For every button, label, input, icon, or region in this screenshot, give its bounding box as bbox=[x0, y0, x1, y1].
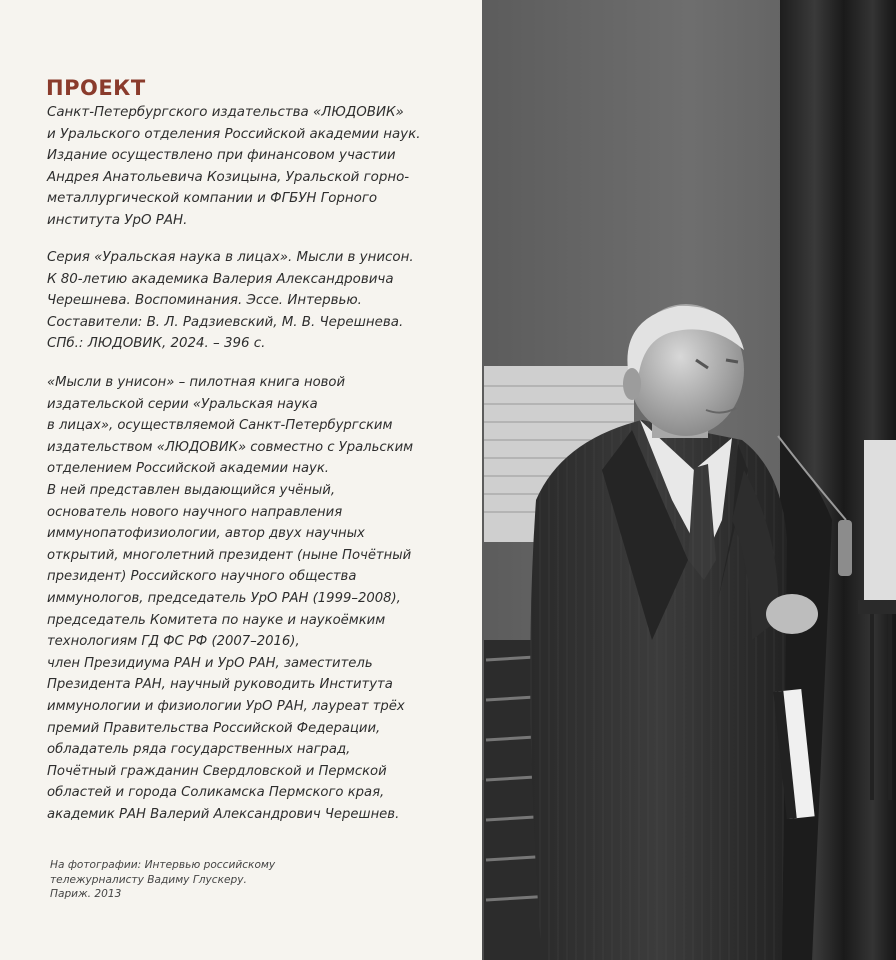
text-line: председатель Комитета по науке и наукоёмким bbox=[47, 612, 386, 628]
text-line: обладатель ряда государственных наград, bbox=[47, 742, 351, 758]
text-line: открытий, многолетний президент (ныне Почётный bbox=[47, 547, 412, 563]
text-line: К 80-летию академика Валерия Александровича bbox=[47, 271, 394, 287]
publisher-paragraph bbox=[47, 102, 420, 232]
text-line: иммунологии и физиологии УрО РАН, лауреат трёх bbox=[47, 698, 405, 714]
text-line: Президента РАН, научный руководить Института bbox=[47, 677, 393, 693]
text-line: Серия «Уральская наука в лицах». Мысли в унисон. bbox=[47, 250, 414, 265]
text-line: иммунологов, председатель УрО РАН (1999–2008), bbox=[47, 590, 401, 606]
text-line: Издание осуществлено при финансовом участии bbox=[47, 148, 396, 164]
text-line: металлургической компании и ФГБУН Горного bbox=[47, 191, 378, 207]
text-line: Санкт-Петербургского издательства «ЛЮДОВИК» bbox=[47, 105, 404, 120]
text-line: основатель нового научного направления bbox=[47, 504, 343, 520]
page-heading: ПРОЕКТ bbox=[46, 76, 146, 100]
bibliographic-paragraph bbox=[47, 247, 414, 355]
text-line: член Президиума РАН и УрО РАН, заместитель bbox=[47, 655, 373, 671]
text-line: в лицах», осуществляемой Санкт-Петербургским bbox=[47, 418, 393, 434]
text-line: премий Правительства Российской Федерации, bbox=[47, 720, 381, 736]
text-line: президент) Российского научного общества bbox=[47, 569, 357, 585]
text-line: издательской серии «Уральская наука bbox=[47, 396, 318, 412]
description-paragraph bbox=[47, 372, 413, 825]
photo-illustration bbox=[482, 0, 896, 960]
text-line: издательством «ЛЮДОВИК» совместно с Уральским bbox=[47, 439, 414, 455]
text-line: института УрО РАН. bbox=[47, 212, 188, 228]
text-line: СПб.: ЛЮДОВИК, 2024. – 396 с. bbox=[47, 336, 266, 352]
caption-line: Париж. 2013 bbox=[50, 888, 122, 900]
text-line: областей и города Соликамска Пермского края, bbox=[47, 785, 385, 801]
caption-line: тележурналисту Вадиму Глускеру. bbox=[50, 873, 247, 886]
text-line: Составители: В. Л. Радзиевский, М. В. Черешнева. bbox=[47, 314, 404, 330]
caption-line: На фотографии: Интервью российскому bbox=[50, 859, 276, 871]
text-line: технологиям ГД ФС РФ (2007–2016), bbox=[47, 634, 300, 650]
portrait-photo bbox=[482, 0, 896, 960]
text-line: «Мысли в унисон» – пилотная книга новой bbox=[47, 375, 346, 390]
text-line: Андрея Анатольевича Козицына, Уральской горно- bbox=[47, 169, 410, 185]
text-line: отделением Российской академии наук. bbox=[47, 461, 329, 477]
text-line: Черешнева. Воспоминания. Эссе. Интервью. bbox=[47, 293, 362, 309]
text-line: Почётный гражданин Свердловской и Пермской bbox=[47, 763, 387, 779]
text-line: В ней представлен выдающийся учёный, bbox=[47, 482, 336, 498]
photo-caption bbox=[50, 858, 275, 902]
text-line: и Уральского отделения Российской академии наук. bbox=[47, 126, 421, 142]
text-line: иммунопатофизиологии, автор двух научных bbox=[47, 526, 365, 542]
text-line: академик РАН Валерий Александрович Черешнев. bbox=[47, 806, 400, 822]
